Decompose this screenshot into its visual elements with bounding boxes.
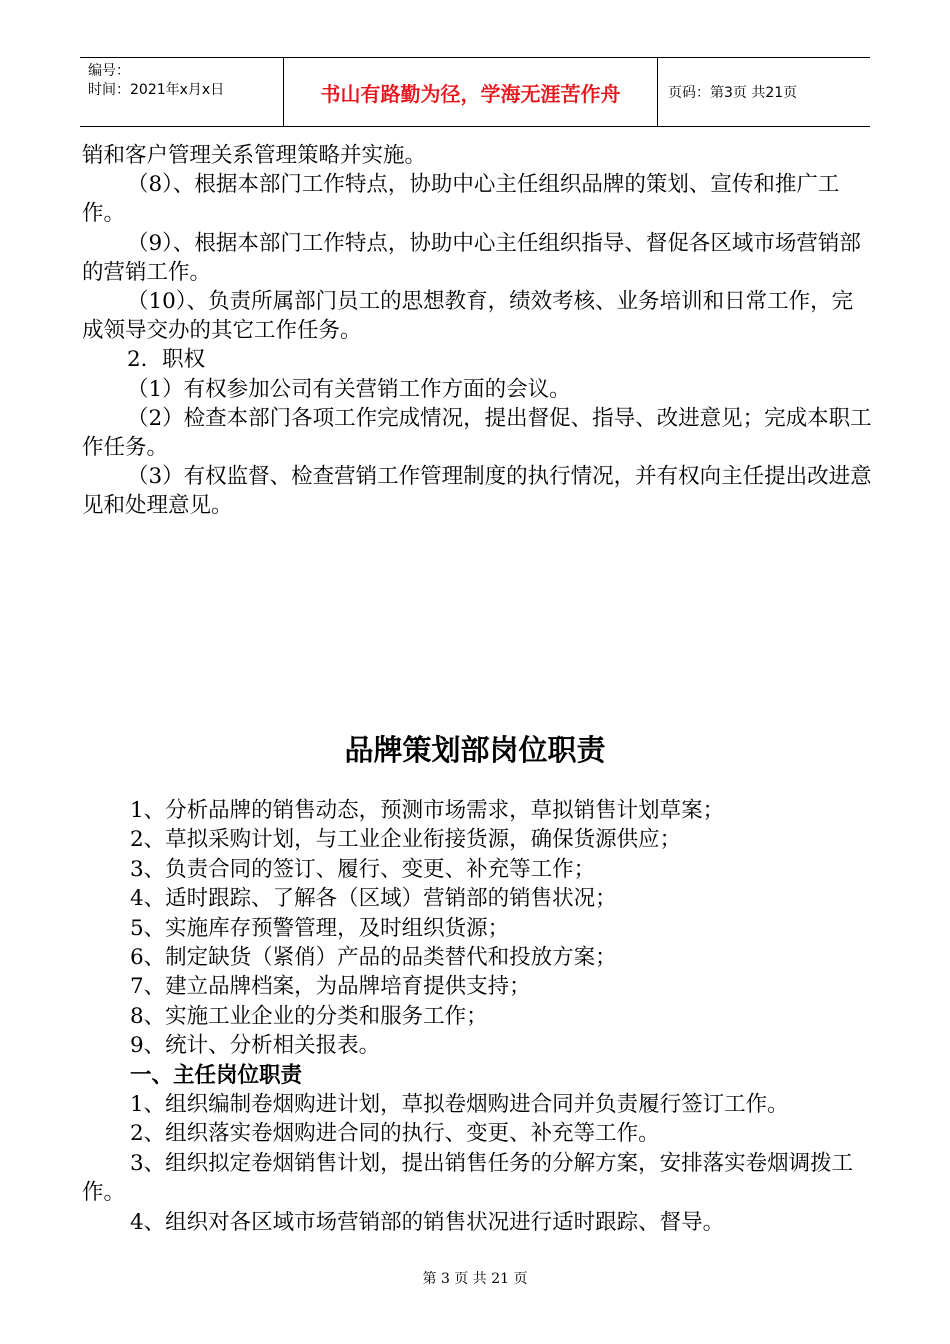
list-item: 7、建立品牌档案，为品牌培育提供支持；	[130, 974, 531, 1000]
subheading: 一、主任岗位职责	[130, 1062, 303, 1088]
paragraph: （3）有权监督、检查营销工作管理制度的执行情况，并有权向主任提出改进意见和处理意见。	[82, 464, 872, 519]
section-title: 品牌策划部岗位职责	[344, 733, 606, 767]
duties-section	[82, 796, 872, 1237]
paragraph: （2）检查本部门各项工作完成情况，提出督促、指导、改进意见；完成本职工作任务。	[82, 405, 872, 461]
list-item: 6、制定缺货（紧俏）产品的品类替代和投放方案；	[130, 945, 617, 971]
time-label: 时间：2021年x月x日	[88, 82, 225, 98]
paragraph: （9）、根据本部门工作特点，协助中心主任组织指导、督促各区域市场营销部的营销工作。	[82, 230, 861, 285]
paragraph: （10）、负责所属部门员工的思想教育，绩效考核、业务培训和日常工作，完成领导交办的其它工作任务。	[82, 289, 854, 344]
top-section	[82, 141, 872, 521]
header-page-info: 页码：第3页 共21页	[668, 85, 798, 101]
list-item: 2、草拟采购计划，与工业企业衔接货源，确保货源供应；	[130, 827, 682, 853]
list-item: 1、分析品牌的销售动态，预测市场需求，草拟销售计划草案；	[130, 798, 725, 823]
list-item: 4、适时跟踪、了解各（区域）营销部的销售状况；	[130, 886, 617, 912]
paragraph: 2．职权	[127, 347, 206, 373]
number-label: 编号：	[88, 63, 130, 79]
paragraph: （8）、根据本部门工作特点，协助中心主任组织品牌的策划、宣传和推广工作。	[82, 172, 840, 227]
header-meta	[80, 58, 283, 126]
page-footer: 第 3 页 共 21 页	[422, 1271, 528, 1287]
paragraph: （1）有权参加公司有关营销工作方面的会议。	[127, 376, 571, 402]
list-item: 5、实施库存预警管理，及时组织货源；	[130, 915, 510, 941]
list-item: 9、统计、分析相关报表。	[130, 1033, 381, 1059]
paragraph: 销和客户管理关系管理策略并实施。	[82, 143, 427, 168]
list-item: 8、实施工业企业的分类和服务工作；	[130, 1003, 488, 1029]
page-header	[80, 57, 870, 127]
list-item: 3、负责合同的签订、履行、变更、补充等工作；	[130, 856, 596, 882]
list-item: 2、组织落实卷烟购进合同的执行、变更、补充等工作。	[130, 1121, 660, 1147]
list-item: 4、组织对各区域市场营销部的销售状况进行适时跟踪、督导。	[130, 1209, 725, 1235]
header-motto: 书山有路勤为径，学海无涯苦作舟	[283, 58, 658, 126]
list-item: 1、组织编制卷烟购进计划，草拟卷烟购进合同并负责履行签订工作。	[130, 1092, 789, 1118]
list-item: 3、组织拟定卷烟销售计划，提出销售任务的分解方案，安排落实卷烟调拨工作。	[82, 1150, 854, 1206]
